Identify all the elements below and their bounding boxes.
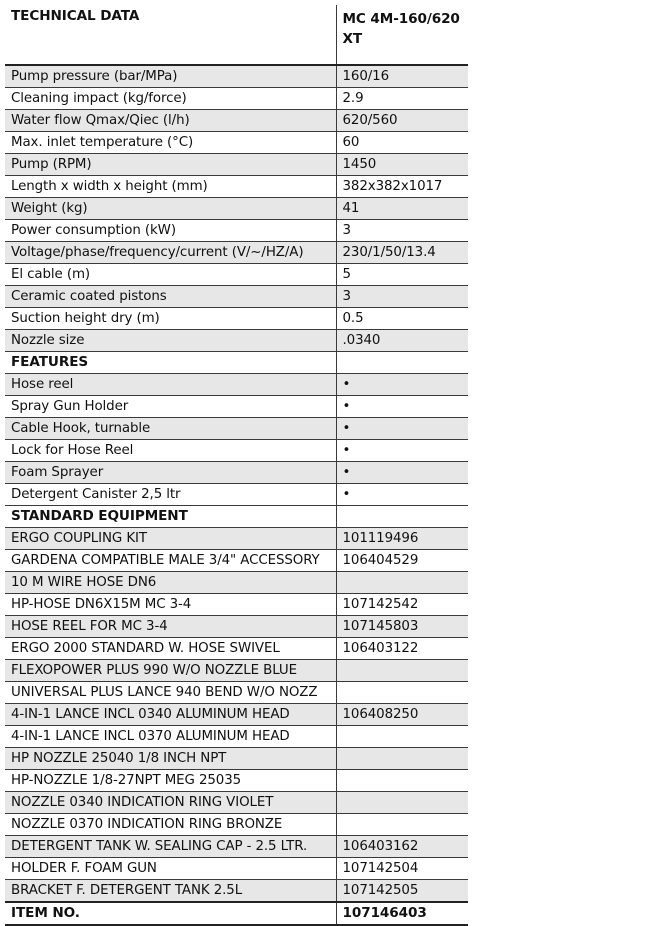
table-row	[5, 770, 468, 792]
spec-value: 60	[336, 132, 468, 154]
item-number-label: ITEM NO.	[5, 902, 336, 925]
equipment-part-number: 107145803	[336, 616, 468, 638]
table-row	[5, 748, 468, 770]
section-features-empty-cell	[336, 352, 468, 374]
spec-value: 2.9	[336, 88, 468, 110]
section-features	[5, 352, 468, 374]
header-row	[5, 5, 468, 65]
table-row	[5, 814, 468, 836]
table-row	[5, 550, 468, 572]
table-row	[5, 220, 468, 242]
table-row	[5, 858, 468, 880]
spec-table	[5, 5, 468, 926]
equipment-name: HP NOZZLE 25040 1/8 INCH NPT	[5, 748, 336, 770]
table-row	[5, 396, 468, 418]
spec-label: El cable (m)	[5, 264, 336, 286]
spec-label: Pump pressure (bar/MPa)	[5, 65, 336, 88]
table-row	[5, 154, 468, 176]
table-row	[5, 528, 468, 550]
equipment-name: HP-HOSE DN6X15M MC 3-4	[5, 594, 336, 616]
table-row	[5, 462, 468, 484]
spec-value: 5	[336, 264, 468, 286]
table-row	[5, 374, 468, 396]
table-row	[5, 792, 468, 814]
table-row	[5, 176, 468, 198]
table-row	[5, 65, 468, 88]
equipment-part-number	[336, 748, 468, 770]
spec-label: Length x width x height (mm)	[5, 176, 336, 198]
section-standard-equipment-empty-cell	[336, 506, 468, 528]
spec-value: 0.5	[336, 308, 468, 330]
feature-label: Foam Sprayer	[5, 462, 336, 484]
equipment-part-number: 101119496	[336, 528, 468, 550]
equipment-name: ERGO 2000 STANDARD W. HOSE SWIVEL	[5, 638, 336, 660]
equipment-part-number: 106403122	[336, 638, 468, 660]
equipment-name: HP-NOZZLE 1/8-27NPT MEG 25035	[5, 770, 336, 792]
table-row	[5, 836, 468, 858]
spec-label: Power consumption (kW)	[5, 220, 336, 242]
equipment-part-number	[336, 814, 468, 836]
table-row	[5, 330, 468, 352]
equipment-name: 4-IN-1 LANCE INCL 0370 ALUMINUM HEAD	[5, 726, 336, 748]
equipment-name: UNIVERSAL PLUS LANCE 940 BEND W/O NOZZ	[5, 682, 336, 704]
feature-label: Hose reel	[5, 374, 336, 396]
table-row	[5, 638, 468, 660]
feature-label: Lock for Hose Reel	[5, 440, 336, 462]
table-row	[5, 880, 468, 903]
spec-value: 230/1/50/13.4	[336, 242, 468, 264]
table-row	[5, 132, 468, 154]
feature-label: Spray Gun Holder	[5, 396, 336, 418]
table-row	[5, 308, 468, 330]
equipment-name: BRACKET F. DETERGENT TANK 2.5L	[5, 880, 336, 903]
spec-label: Weight (kg)	[5, 198, 336, 220]
table-row	[5, 110, 468, 132]
section-features-title: FEATURES	[5, 352, 336, 374]
table-row	[5, 594, 468, 616]
table-row	[5, 572, 468, 594]
table-row	[5, 704, 468, 726]
table-row	[5, 616, 468, 638]
table-row	[5, 198, 468, 220]
equipment-part-number: 107142542	[336, 594, 468, 616]
section-standard-equipment	[5, 506, 468, 528]
equipment-name: ERGO COUPLING KIT	[5, 528, 336, 550]
feature-label: Detergent Canister 2,5 ltr	[5, 484, 336, 506]
feature-bullet: •	[336, 462, 468, 484]
spec-value: 620/560	[336, 110, 468, 132]
table-row	[5, 418, 468, 440]
spec-value: 160/16	[336, 65, 468, 88]
feature-bullet: •	[336, 374, 468, 396]
item-number-value: 107146403	[336, 902, 468, 925]
equipment-part-number	[336, 792, 468, 814]
equipment-part-number	[336, 660, 468, 682]
table-row	[5, 660, 468, 682]
table-row	[5, 264, 468, 286]
feature-label: Cable Hook, turnable	[5, 418, 336, 440]
feature-bullet: •	[336, 418, 468, 440]
spec-label: Pump (RPM)	[5, 154, 336, 176]
model-name: MC 4M-160/620 XT	[336, 5, 468, 65]
section-title-technical-data: TECHNICAL DATA	[5, 5, 336, 65]
equipment-part-number	[336, 726, 468, 748]
equipment-name: FLEXOPOWER PLUS 990 W/O NOZZLE BLUE	[5, 660, 336, 682]
spec-value: 41	[336, 198, 468, 220]
table-row	[5, 726, 468, 748]
section-standard-equipment-title: STANDARD EQUIPMENT	[5, 506, 336, 528]
equipment-name: 10 M WIRE HOSE DN6	[5, 572, 336, 594]
feature-bullet: •	[336, 396, 468, 418]
item-number-row	[5, 902, 468, 925]
table-row	[5, 682, 468, 704]
spec-value: 3	[336, 220, 468, 242]
feature-bullet: •	[336, 440, 468, 462]
equipment-name: 4-IN-1 LANCE INCL 0340 ALUMINUM HEAD	[5, 704, 336, 726]
equipment-name: NOZZLE 0370 INDICATION RING BRONZE	[5, 814, 336, 836]
equipment-name: DETERGENT TANK W. SEALING CAP - 2.5 LTR.	[5, 836, 336, 858]
table-row	[5, 242, 468, 264]
spec-value: 382x382x1017	[336, 176, 468, 198]
equipment-part-number	[336, 770, 468, 792]
table-row	[5, 440, 468, 462]
equipment-name: HOLDER F. FOAM GUN	[5, 858, 336, 880]
spec-label: Ceramic coated pistons	[5, 286, 336, 308]
spec-value: .0340	[336, 330, 468, 352]
equipment-name: HOSE REEL FOR MC 3-4	[5, 616, 336, 638]
spec-label: Voltage/phase/frequency/current (V/~/HZ/A)	[5, 242, 336, 264]
feature-bullet: •	[336, 484, 468, 506]
equipment-name: NOZZLE 0340 INDICATION RING VIOLET	[5, 792, 336, 814]
spec-label: Cleaning impact (kg/force)	[5, 88, 336, 110]
spec-value: 1450	[336, 154, 468, 176]
table-row	[5, 88, 468, 110]
equipment-part-number: 107142505	[336, 880, 468, 903]
equipment-part-number: 107142504	[336, 858, 468, 880]
equipment-part-number: 106408250	[336, 704, 468, 726]
equipment-part-number	[336, 572, 468, 594]
technical-data-sheet	[5, 5, 468, 926]
table-row	[5, 484, 468, 506]
equipment-part-number: 106403162	[336, 836, 468, 858]
table-row	[5, 286, 468, 308]
spec-label: Max. inlet temperature (°C)	[5, 132, 336, 154]
equipment-part-number: 106404529	[336, 550, 468, 572]
equipment-part-number	[336, 682, 468, 704]
spec-label: Suction height dry (m)	[5, 308, 336, 330]
equipment-name: GARDENA COMPATIBLE MALE 3/4" ACCESSORY	[5, 550, 336, 572]
spec-label: Water flow Qmax/Qiec (l/h)	[5, 110, 336, 132]
spec-label: Nozzle size	[5, 330, 336, 352]
spec-value: 3	[336, 286, 468, 308]
